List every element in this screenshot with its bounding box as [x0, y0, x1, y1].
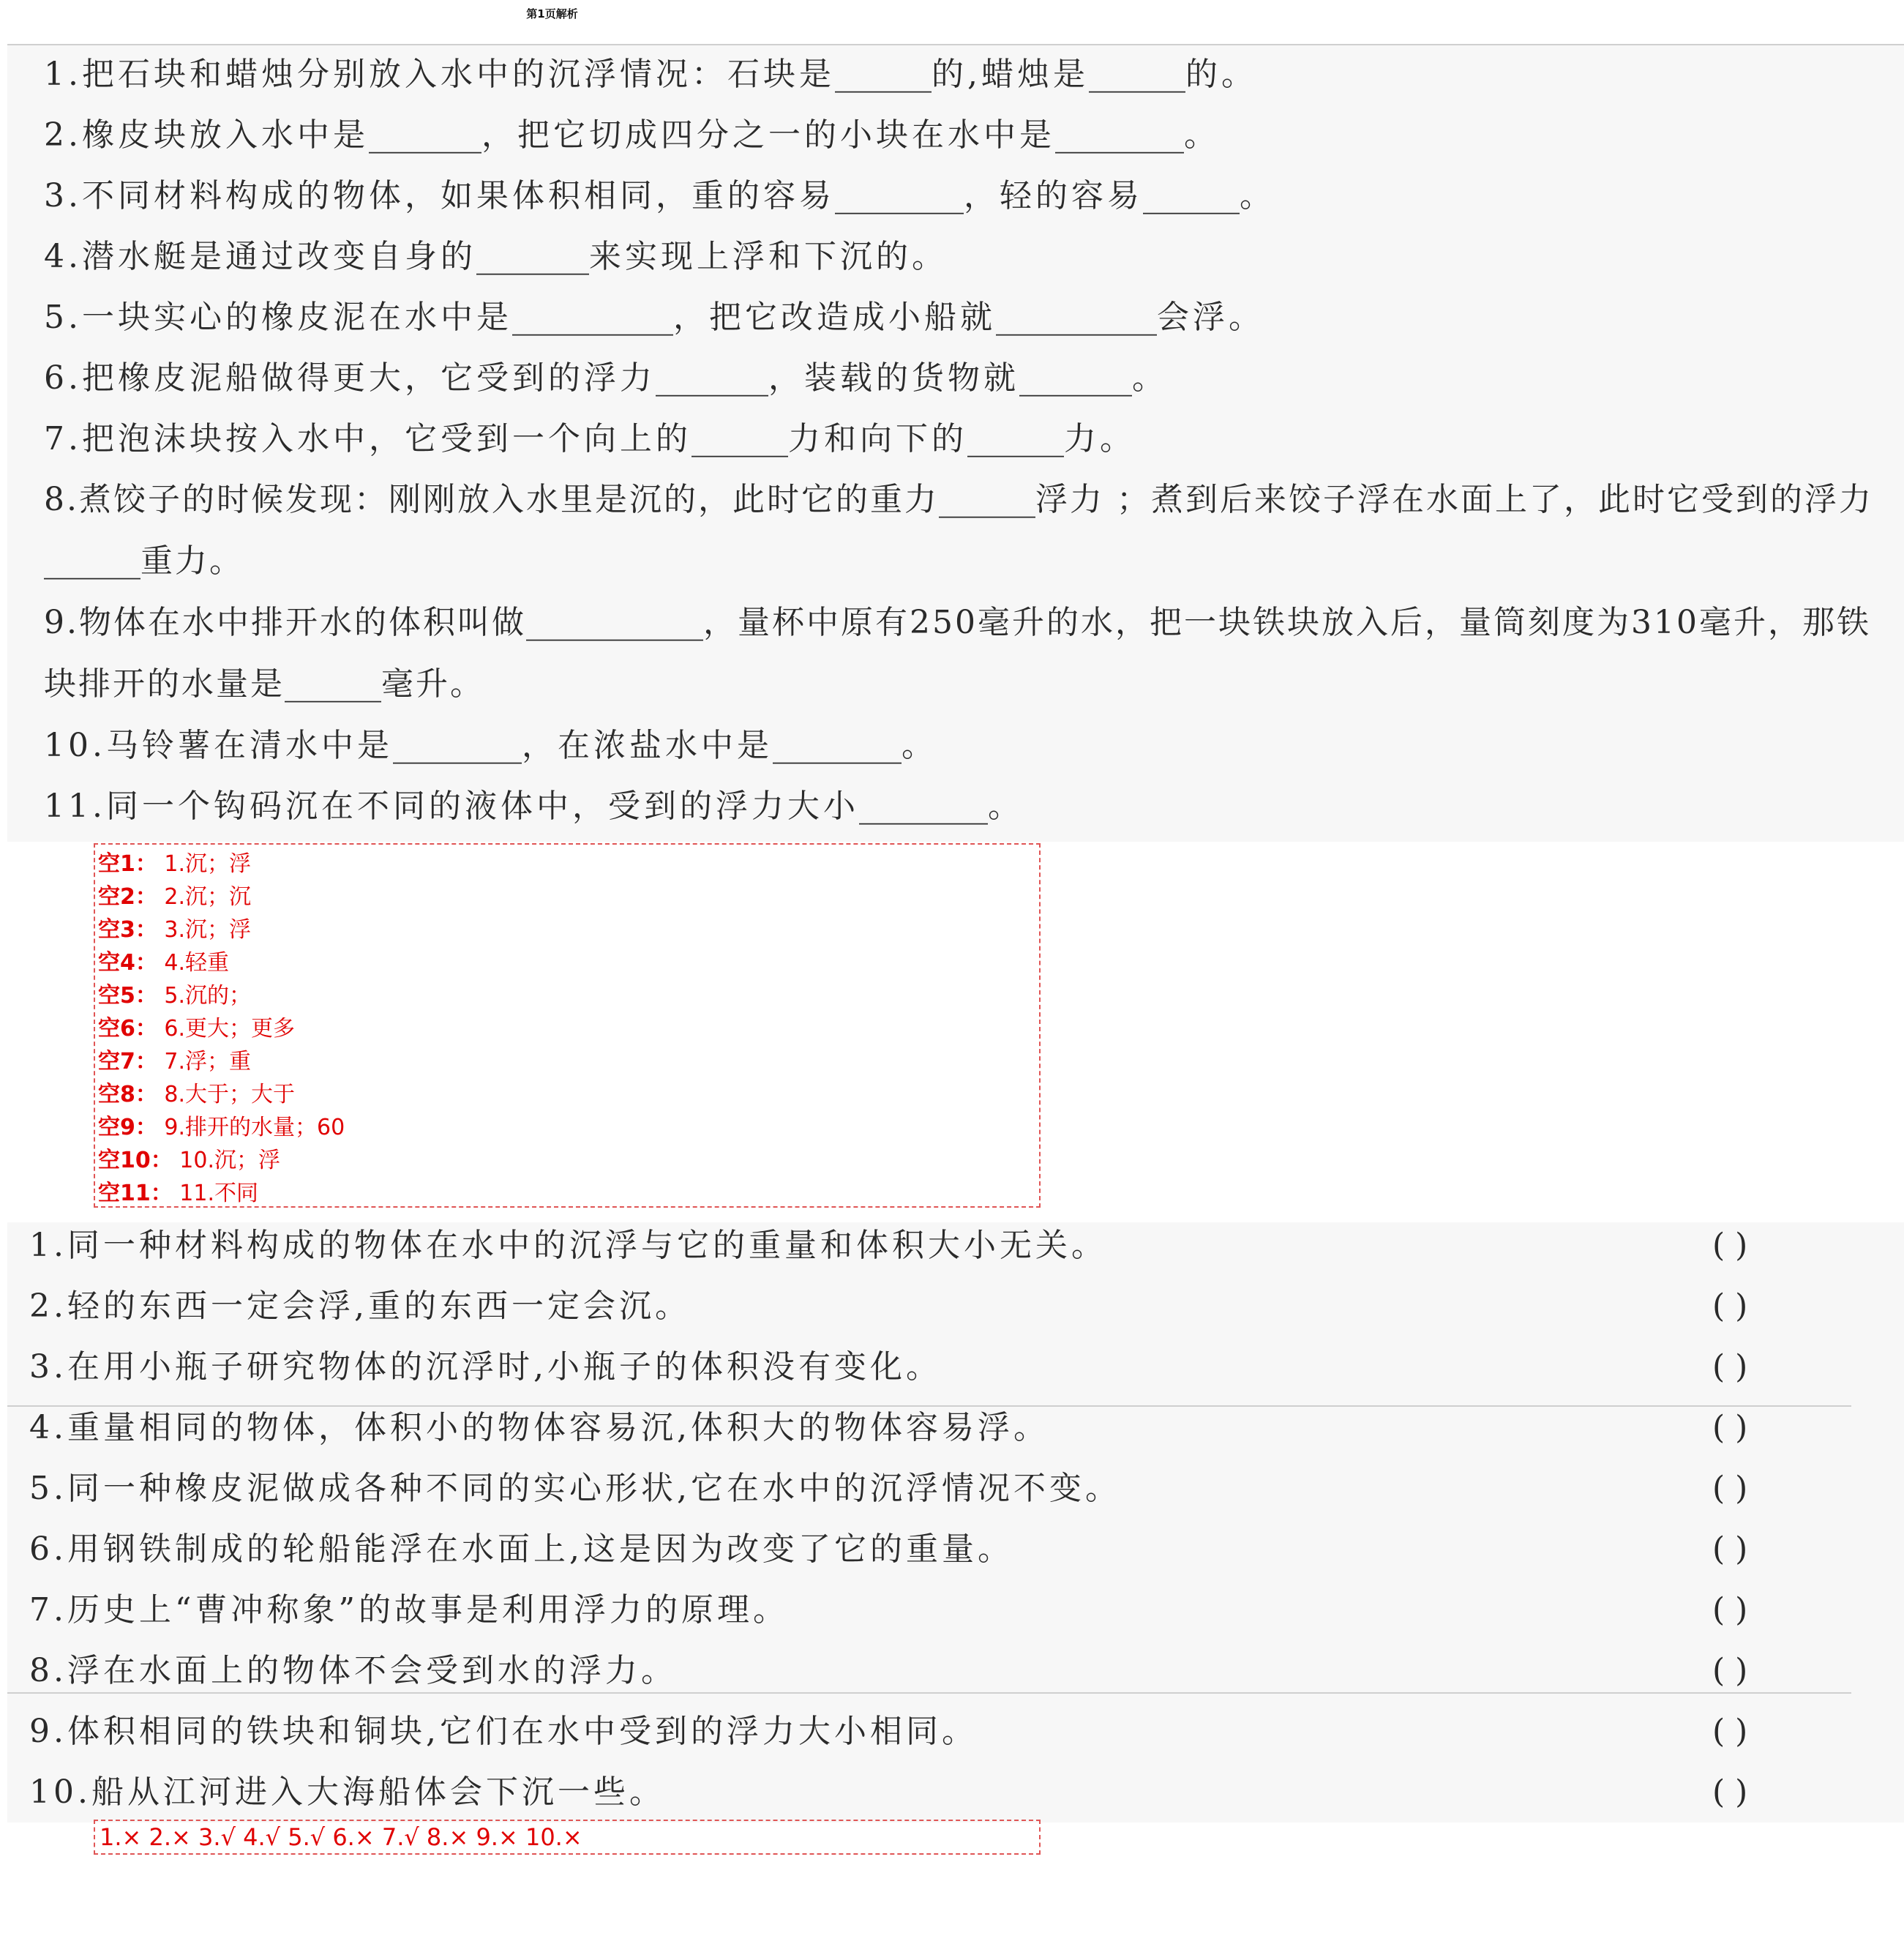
fill-answer-row: 空4： 4.轻重	[98, 950, 230, 976]
fill-answer-row: 空3： 3.沉；浮	[98, 917, 252, 943]
answer-parentheses: ( )	[1712, 1591, 1748, 1629]
tf-question-2: 2.轻的东西一定会浮,重的东西一定会沉。 ( )	[29, 1276, 1903, 1337]
answer-blank: ________	[834, 177, 964, 214]
fill-question-10: 10.马铃薯在清水中是________，在浓盐水中是________。	[44, 727, 937, 764]
fill-question-7: 7.把泡沫块按入水中，它受到一个向上的______力和向下的______力。	[44, 420, 1136, 457]
fill-answer-row: 空5： 5.沉的；	[98, 983, 252, 1009]
fill-question-3: 3.不同材料构成的物体，如果体积相同，重的容易________，轻的容易______。	[44, 177, 1275, 214]
tf-question-6: 6.用钢铁制成的轮船能浮在水面上,这是因为改变了它的重量。 ( )	[29, 1519, 1903, 1580]
fill-answer-row: 空9： 9.排开的水量；60	[98, 1115, 345, 1140]
answer-blank: ________	[858, 788, 988, 825]
answer-blank: ___________	[525, 604, 703, 641]
answer-parentheses: ( )	[1712, 1713, 1748, 1750]
answer-blank: ______	[1088, 56, 1185, 93]
tf-question-9: 9.体积相同的铁块和铜块,它们在水中受到的浮力大小相同。 ( )	[29, 1701, 1903, 1762]
answer-parentheses: ( )	[1712, 1287, 1748, 1325]
answer-parentheses: ( )	[1712, 1227, 1748, 1264]
fill-answer-row: 空2： 2.沉；沉	[98, 884, 252, 910]
fill-answer-row: 空7： 7.浮；重	[98, 1049, 252, 1074]
fill-answer-row: 空6： 6.更大；更多	[98, 1016, 296, 1042]
fill-question-4: 4.潜水艇是通过改变自身的_______来实现上浮和下沉的。	[44, 238, 948, 275]
tf-question-7: 7.历史上“曹冲称象”的故事是利用浮力的原理。 ( )	[29, 1580, 1903, 1641]
answer-blank: __________	[995, 299, 1157, 336]
answer-blank: ______	[1142, 177, 1240, 214]
fill-question-11: 11.同一个钩码沉在不同的液体中，受到的浮力大小________。	[44, 788, 1024, 825]
answer-blank: ______	[938, 481, 1035, 518]
answer-blank: ______	[44, 542, 140, 580]
fill-answer-box	[94, 843, 1041, 1208]
answer-parentheses: ( )	[1712, 1348, 1748, 1386]
fill-question-5: 5.一块实心的橡皮泥在水中是__________，把它改造成小船就__________会浮。	[44, 299, 1264, 336]
answer-blank: ______	[285, 665, 381, 703]
answer-blank: _______	[368, 116, 481, 154]
answer-blank: __________	[511, 299, 673, 336]
tf-question-10: 10.船从江河进入大海船体会下沉一些。 ( )	[29, 1762, 1903, 1823]
fill-question-9: 9.物体在水中排开水的体积叫做___________，量杯中原有250毫升的水，把一块铁块放入后，量筒刻度为310毫升，那铁块排开的水量是______毫升。	[44, 604, 1871, 703]
answer-blank: ________	[1054, 116, 1184, 154]
fill-question-8: 8.煮饺子的时候发现：刚刚放入水里是沉的，此时它的重力______浮力 ；煮到后来饺子浮在水面上了，此时它受到的浮力______重力。	[44, 481, 1873, 580]
answer-blank: ______	[967, 420, 1064, 457]
answer-parentheses: ( )	[1712, 1470, 1748, 1507]
answer-parentheses: ( )	[1712, 1773, 1748, 1811]
fill-question-1: 1.把石块和蜡烛分别放入水中的沉浮情况：石块是______的,蜡烛是______的。	[44, 56, 1257, 93]
tf-question-4: 4.重量相同的物体，体积小的物体容易沉,体积大的物体容易浮。 ( )	[29, 1397, 1903, 1459]
answer-blank: _______	[476, 238, 589, 275]
answer-parentheses: ( )	[1712, 1530, 1748, 1568]
fill-question-6: 6.把橡皮泥船做得更大，它受到的浮力_______，装载的货物就_______。	[44, 359, 1168, 397]
answer-blank: ______	[691, 420, 788, 457]
fill-answer-row: 空8： 8.大于；大于	[98, 1082, 296, 1107]
answer-blank: _______	[655, 359, 768, 397]
tf-question-1: 1.同一种材料构成的物体在水中的沉浮与它的重量和体积大小无关。 ( )	[29, 1215, 1903, 1276]
page-header: 第1页解析	[526, 7, 578, 20]
fill-question-2: 2.橡皮块放入水中是_______，把它切成四分之一的小块在水中是________。	[44, 116, 1220, 154]
tf-question-3: 3.在用小瓶子研究物体的沉浮时,小瓶子的体积没有变化。 ( )	[29, 1336, 1903, 1398]
tf-answer-box: 1.× 2.× 3.√ 4.√ 5.√ 6.× 7.√ 8.× 9.× 10.×	[94, 1820, 1041, 1855]
answer-parentheses: ( )	[1712, 1409, 1748, 1446]
answer-blank: ________	[772, 727, 902, 764]
answer-blank: _______	[1019, 359, 1132, 397]
answer-parentheses: ( )	[1712, 1652, 1748, 1689]
answer-blank: ________	[392, 727, 522, 764]
fill-answer-row: 空11： 11.不同	[98, 1181, 259, 1206]
fill-answer-row: 空1： 1.沉；浮	[98, 851, 252, 877]
fill-answer-row: 空10： 10.沉；浮	[98, 1148, 281, 1173]
tf-question-8: 8.浮在水面上的物体不会受到水的浮力。 ( )	[29, 1640, 1903, 1702]
tf-question-5: 5.同一种橡皮泥做成各种不同的实心形状,它在水中的沉浮情况不变。 ( )	[29, 1458, 1903, 1519]
answer-blank: ______	[834, 56, 932, 93]
